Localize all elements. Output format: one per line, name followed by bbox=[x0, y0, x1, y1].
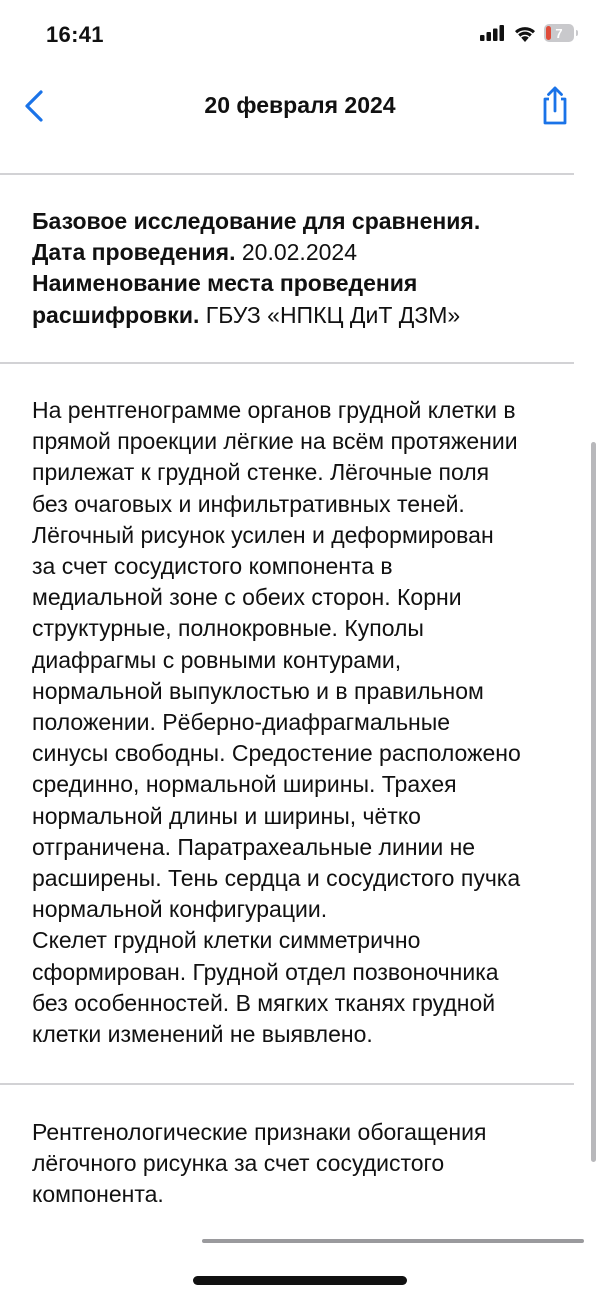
description-line: за счет сосудистого компонента в bbox=[32, 553, 393, 580]
divider bbox=[0, 362, 574, 364]
description-line: медиальной зоне с обеих сторон. Корни bbox=[32, 584, 462, 611]
home-indicator[interactable] bbox=[193, 1276, 407, 1285]
description-line: нормальной конфигурации. bbox=[32, 896, 328, 923]
comparison-label: Базовое исследование для сравнения. bbox=[32, 208, 481, 234]
description-line: без очаговых и инфильтративных теней. bbox=[32, 490, 465, 517]
description-line: нормальной выпуклостью и в правильном bbox=[32, 677, 484, 704]
battery-level: 7 bbox=[555, 25, 563, 41]
wifi-icon bbox=[513, 25, 537, 42]
description-line: Лёгочный рисунок усилен и деформирован bbox=[32, 521, 494, 548]
place-row bbox=[32, 300, 572, 331]
signal-icon bbox=[480, 25, 506, 41]
description-line: прямой проекции лёгкие на всём протяжении bbox=[32, 428, 518, 455]
conclusion-line: компонента. bbox=[32, 1181, 164, 1208]
battery-tip bbox=[576, 30, 578, 36]
description-line: прилежат к грудной стенке. Лёгочные поля bbox=[32, 459, 490, 486]
status-time: 16:41 bbox=[46, 22, 104, 47]
date-label: Дата проведения. bbox=[32, 239, 236, 266]
description-line: На рентгенограмме органов грудной клетки в bbox=[32, 397, 516, 423]
description-line: отграничена. Паратрахеальные линии не bbox=[32, 833, 476, 860]
study-info bbox=[32, 206, 572, 331]
status-icons bbox=[480, 24, 574, 42]
page-title: 20 февраля 2024 bbox=[204, 92, 396, 118]
nav-bar bbox=[0, 74, 600, 138]
description-line: нормальной длины и ширины, чётко bbox=[32, 802, 421, 829]
description-text bbox=[32, 395, 572, 1050]
conclusion-line: Рентгенологические признаки обогащения bbox=[32, 1119, 487, 1145]
date-row bbox=[32, 237, 572, 268]
battery-level-fill bbox=[546, 26, 551, 40]
battery-icon bbox=[544, 24, 574, 42]
conclusion-text bbox=[32, 1117, 572, 1211]
divider bbox=[0, 173, 574, 175]
description-line: синусы свободны. Средостение расположено bbox=[32, 740, 521, 767]
conclusion-line: лёгочного рисунка за счет сосудистого bbox=[32, 1150, 445, 1177]
place-label-cont: расшифровки. bbox=[32, 301, 200, 328]
place-label: Наименование места проведения bbox=[32, 270, 418, 297]
description-line: Скелет грудной клетки симметрично bbox=[32, 927, 421, 954]
status-bar bbox=[0, 0, 600, 70]
description-line: расширены. Тень сердца и сосудистого пучка bbox=[32, 865, 521, 892]
divider bbox=[0, 1083, 574, 1085]
description-line: сформирован. Грудной отдел позвоночника bbox=[32, 958, 499, 985]
date-value: 20.02.2024 bbox=[235, 239, 357, 266]
description-line: срединно, нормальной ширины. Трахея bbox=[32, 771, 457, 798]
share-icon bbox=[538, 84, 572, 128]
place-value: ГБУЗ «НПКЦ ДиТ ДЗМ» bbox=[199, 301, 461, 328]
description-line: структурные, полнокровные. Куполы bbox=[32, 615, 424, 642]
description-line: диафрагмы с ровными контурами, bbox=[32, 646, 402, 673]
horizontal-scrollbar[interactable] bbox=[202, 1239, 584, 1243]
share-button[interactable] bbox=[538, 84, 572, 128]
description-line: клетки изменений не выявлено. bbox=[32, 1021, 373, 1048]
description-line: положении. Рёберно-диафрагмальные bbox=[32, 709, 451, 736]
vertical-scrollbar[interactable] bbox=[591, 442, 596, 1162]
description-line: без особенностей. В мягких тканях грудной bbox=[32, 989, 496, 1016]
